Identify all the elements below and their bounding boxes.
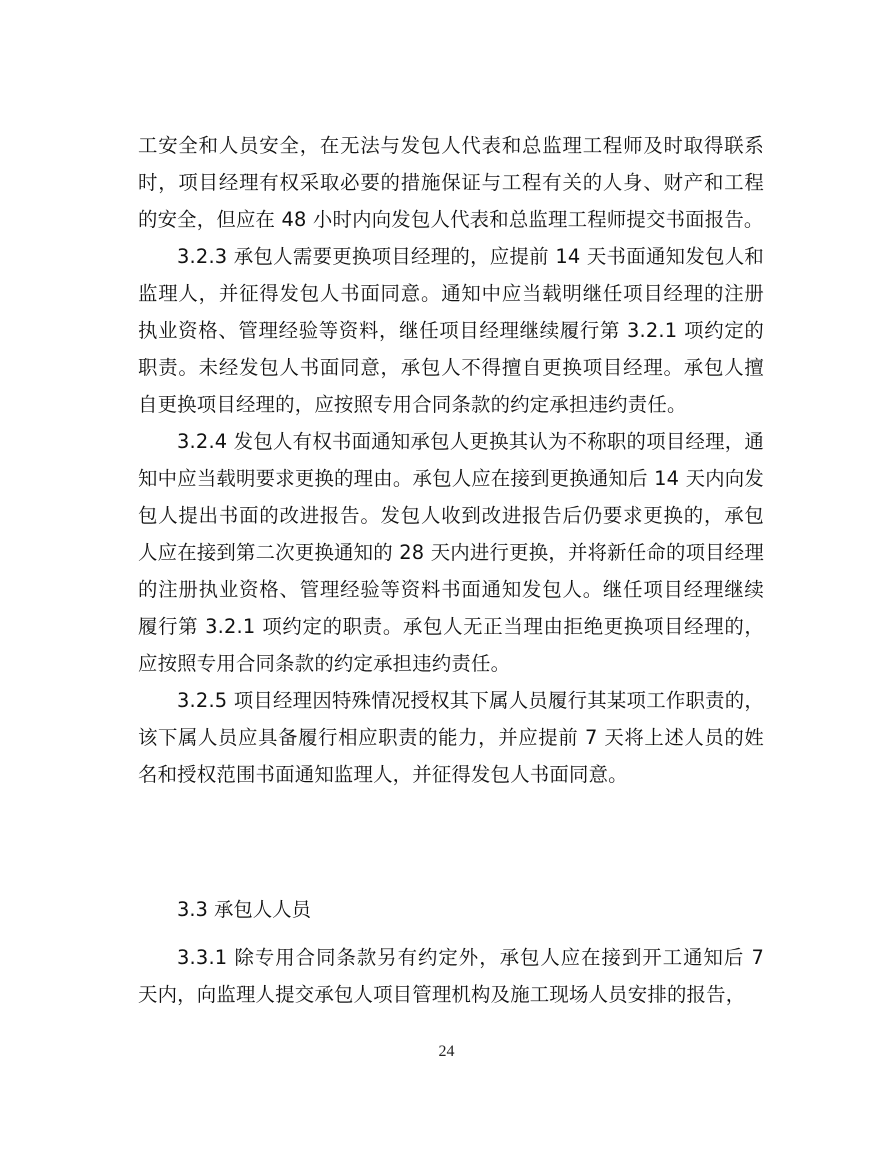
body-text-lower (138, 939, 764, 1013)
paragraph-3-2-5: 3.2.5 项目经理因特殊情况授权其下属人员履行其某项工作职责的，该下属人员应具备履行相应职责的能力，并应提前 7 天将上述人员的姓名和授权范围书面通知监理人，并征得发包人书面同意。 (138, 689, 764, 786)
page-number: 24 (438, 1043, 455, 1060)
body-text (138, 127, 764, 793)
paragraph-continuation: 工安全和人员安全，在无法与发包人代表和总监理工程师及时取得联系时，项目经理有权采取必要的措施保证与工程有关的人身、财产和工程的安全，但应在 48 小时内向发包人代表和总监理工程师提交书面报告。 (138, 134, 764, 231)
paragraph-3-2-4: 3.2.4 发包人有权书面通知承包人更换其认为不称职的项目经理，通知中应当载明要求更换的理由。承包人应在接到更换通知后 14 天内向发包人提出书面的改进报告。发包人收到改进报告后仍要求更换的，承包人应在接到第二次更换通知的 28 天内进行更换，并将新任命的项目经理的注册执业资格、管理经验等资料书面通知发包人。继任项目经理继续履行第 3.2.1 项约定的职责。承包人无正当理由拒绝更换项目经理的，应按照专用合同条款的约定承担违约责任。 (138, 430, 764, 675)
paragraph-3-2-3: 3.2.3 承包人需要更换项目经理的，应提前 14 天书面通知发包人和监理人，并征得发包人书面同意。通知中应当载明继任项目经理的注册执业资格、管理经验等资料，继任项目经理继续履行第 3.2.1 项约定的职责。未经发包人书面同意，承包人不得擅自更换项目经理。承包人擅自更换项目经理的，应按照专用合同条款的约定承担违约责任。 (138, 245, 764, 416)
section-heading-3-3: 3.3 承包人人员 (177, 898, 311, 921)
paragraph-3-3-1: 3.3.1 除专用合同条款另有约定外，承包人应在接到开工通知后 7 天内，向监理人提交承包人项目管理机构及施工现场人员安排的报告， (138, 946, 764, 1006)
